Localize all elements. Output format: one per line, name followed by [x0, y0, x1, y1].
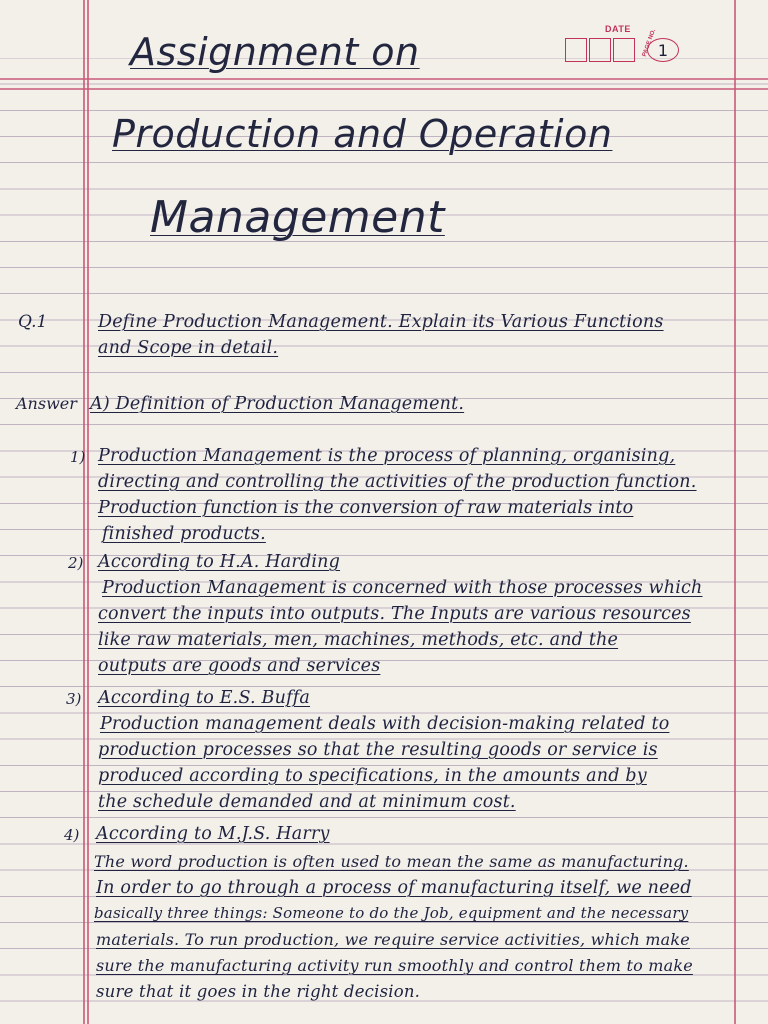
- date-cell: [565, 38, 587, 62]
- point-line: The word production is often used to mean the same as manufacturing.: [94, 852, 689, 871]
- point-line: Production function is the conversion of raw materials into: [98, 498, 634, 518]
- point-line: According to H.A. Harding: [98, 552, 341, 572]
- point-line: According to E.S. Buffa: [98, 688, 311, 708]
- question-line: Define Production Management. Explain its Various Functions: [98, 312, 664, 332]
- point-line: sure that it goes in the right decision.: [96, 982, 421, 1001]
- header-rule: [0, 78, 768, 80]
- point-number: 1): [70, 448, 86, 466]
- title-line-2: Production and Operation: [112, 112, 613, 156]
- point-line: Production Management is concerned with those processes which: [102, 578, 703, 598]
- right-margin-line: [734, 0, 736, 1024]
- point-line: materials. To run production, we require service activities, which make: [96, 930, 690, 949]
- point-line: finished products.: [102, 524, 266, 544]
- point-line: sure the manufacturing activity run smoothly and control them to make: [96, 956, 693, 975]
- date-cell: [613, 38, 635, 62]
- date-cells: [565, 38, 635, 62]
- date-page-box: [565, 24, 683, 70]
- point-line: like raw materials, men, machines, methods, etc. and the: [98, 630, 619, 650]
- left-margin-line: [83, 0, 85, 1024]
- question-label: Q.1: [18, 312, 48, 332]
- point-line: Production Management is the process of planning, organising,: [98, 446, 676, 466]
- page-no-label: PAGE NO.: [641, 28, 658, 58]
- point-number: 3): [66, 690, 82, 708]
- point-line: produced according to specifications, in the amounts and by: [98, 766, 647, 786]
- point-line: In order to go through a process of manufacturing itself, we need: [96, 878, 692, 898]
- point-line: directing and controlling the activities of the production function.: [98, 472, 697, 492]
- point-number: 2): [68, 554, 84, 572]
- date-cell: [589, 38, 611, 62]
- question-line: and Scope in detail.: [98, 338, 279, 358]
- answer-label: Answer: [16, 394, 77, 413]
- point-line: According to M.J.S. Harry: [96, 824, 330, 844]
- left-margin-line: [87, 0, 89, 1024]
- date-label: DATE: [605, 24, 631, 34]
- point-line: Production management deals with decision-making related to: [100, 714, 670, 734]
- point-line: convert the inputs into outputs. The Inputs are various resources: [98, 604, 691, 624]
- point-line: production processes so that the resulting goods or service is: [98, 740, 658, 760]
- title-line-3: Management: [150, 192, 445, 243]
- answer-heading: A) Definition of Production Management.: [90, 394, 465, 414]
- page-number: 1: [647, 38, 679, 62]
- point-line: outputs are goods and services: [98, 656, 381, 676]
- point-line: basically three things: Someone to do the Job, equipment and the necessary: [94, 904, 689, 922]
- point-number: 4): [64, 826, 80, 844]
- title-line-1: Assignment on: [130, 30, 420, 74]
- point-line: the schedule demanded and at minimum cost.: [98, 792, 516, 812]
- header-rule: [0, 88, 768, 90]
